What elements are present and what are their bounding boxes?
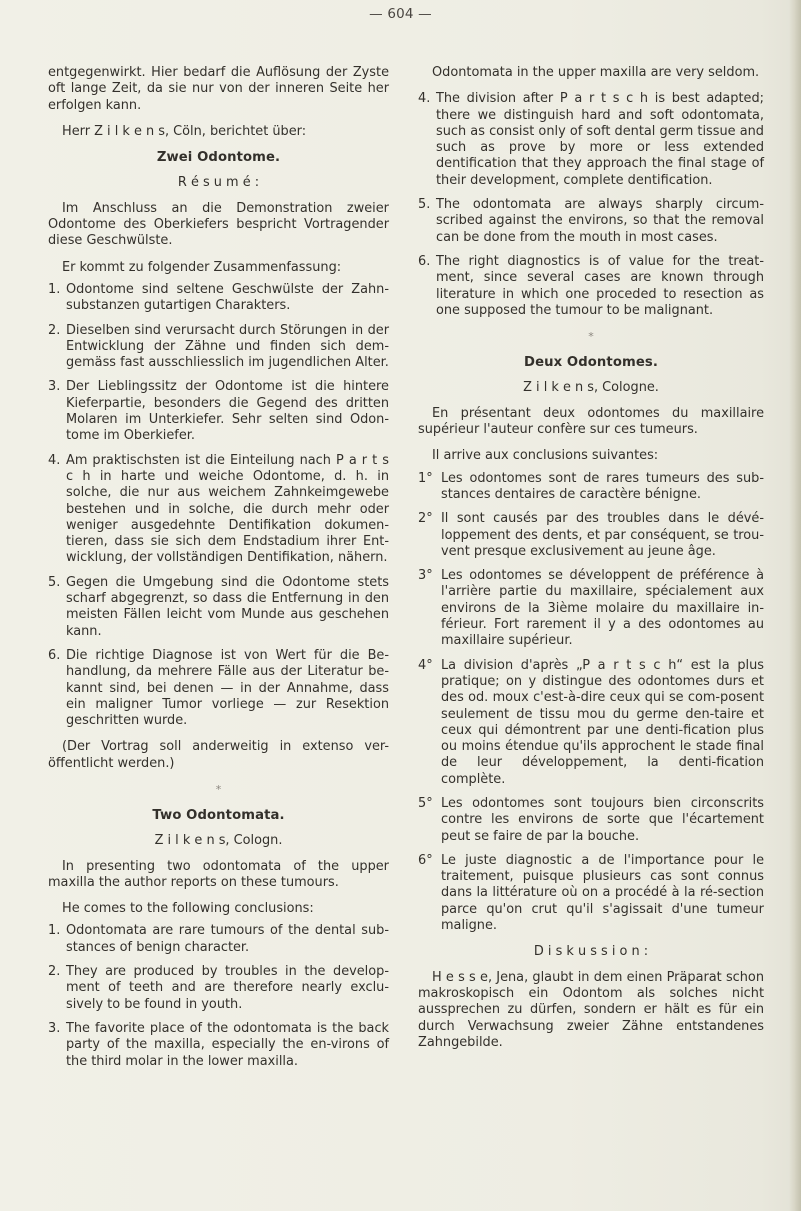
list-number: 2. <box>48 322 61 338</box>
list-number: 2. <box>48 964 61 980</box>
list-number: 1. <box>48 281 61 297</box>
list-item <box>48 648 389 729</box>
french-title: Deux Odontomes. <box>524 355 658 371</box>
list-text: Gegen die Umgebung sind die Odontome stets scharf abgegrenzt, so dass die Entfernung in den meisten Fällen leicht vom Munde aus geschehen kann. <box>66 574 389 639</box>
list-item <box>418 91 764 189</box>
list-text: The favorite place of the odontomata is the back party of the maxilla, especially the en-virons of the third molar in the lower maxilla. <box>66 1020 389 1069</box>
list-text: The right diagnostics is of value for the treat-ment, since several cases are known through literature in which one proceded to resection as one supposed the tumour to be malignant. <box>436 253 764 318</box>
speaker-line: Herr Z i l k e n s, Cöln, berichtet über: <box>62 123 307 139</box>
list-item <box>418 853 764 934</box>
list-item <box>48 453 389 567</box>
list-text: Il sont causés par des troubles dans le dévé-loppement des dents, et par conséquent, se trou-vent presque exclusivement au jeune âge. <box>441 511 764 559</box>
english-lead: He comes to the following conclusions: <box>62 901 314 917</box>
german-lead: Er kommt zu folgender Zusammenfassung: <box>62 259 342 275</box>
list-number: 6. <box>418 253 431 269</box>
german-note: (Der Vortrag soll anderweitig in extenso ver-öffentlicht werden.) <box>48 739 389 771</box>
list-item <box>418 658 764 788</box>
list-number: 6. <box>48 647 61 663</box>
list-text: Am praktischsten ist die Einteilung nach P a r t s c h in harte und weiche Odontome, d. h. in solche, die nur aus weichem Zahnkeimgewebe bestehen und in solche, die durch mehr oder weniger ausgedehnte Dentifikation dokumen-tieren, dass sie sich dem Endstadium ihrer Ent-wicklung, der vollständigen Dentifikation, nähern. <box>66 452 389 566</box>
french-author: Z i l k e n s, Cologne. <box>523 380 659 396</box>
list-text: Dieselben sind verursacht durch Störungen in der Entwicklung der Zähne und finden sich dem-gemäss fast ausschliesslich im jugendlichen Alter. <box>66 322 389 371</box>
resume-label: R é s u m é : <box>177 175 260 191</box>
list-item <box>418 796 764 845</box>
list-number: 4° <box>418 657 433 673</box>
english-intro: In presenting two odontomata of the upper maxilla the author reports on these tumours. <box>48 858 389 890</box>
list-number: 3° <box>418 568 433 584</box>
list-text: Die richtige Diagnose ist von Wert für die Be-handlung, da mehrere Fälle aus der Literatur be-kannt sind, bei denen — in der Annahme, dass ein maligner Tumor vorliege — zur Resektion geschritten wurde. <box>66 647 389 729</box>
list-text: Odontome sind seltene Geschwülste der Zahn-substanzen gutartigen Charakters. <box>66 281 389 314</box>
list-item <box>418 511 764 560</box>
list-item <box>48 323 389 372</box>
english-title: Two Odontomata. <box>152 807 285 823</box>
list-text: They are produced by troubles in the develop-ment of teeth and are therefore nearly exclu-sively to be found in youth. <box>66 964 389 1012</box>
list-text: Les odontomes sont toujours bien circonscrits contre les environs de sorte que l'écartement peut se faire de par la bouche. <box>441 795 764 844</box>
list-number: 2° <box>418 511 433 527</box>
french-conclusions <box>418 471 764 935</box>
english-continuation: Odontomata in the upper maxilla are very seldom. <box>432 65 760 80</box>
list-text: Le juste diagnostic a de l'importance pour le traitement, puisque plusieurs cas sont connus dans la littérature où on a procédé à la ré-section parce qu'on crut qu'il s'agissait d'une tumeur maligne. <box>441 852 764 934</box>
list-number: 5. <box>418 197 431 213</box>
list-item <box>418 568 764 649</box>
list-item <box>48 282 389 315</box>
list-number: 3. <box>48 379 61 395</box>
list-number: 4. <box>48 452 61 468</box>
list-item <box>48 575 389 640</box>
english-conclusions <box>48 923 389 1069</box>
list-item <box>48 379 389 444</box>
list-text: Les odontomes sont de rares tumeurs des sub-stances dentaires de caractère bénigne. <box>441 470 764 502</box>
section-separator: * <box>215 782 222 796</box>
list-text: Der Lieblingssitz der Odontome ist die hintere Kieferpartie, besonders die Gegend des dritten Molaren im Unterkiefer. Sehr selten sind Odon-tome im Oberkiefer. <box>66 379 389 444</box>
french-lead: Il arrive aux conclusions suivantes: <box>432 448 659 464</box>
list-item <box>48 923 389 956</box>
french-intro: En présentant deux odontomes du maxillaire supérieur l'auteur confère sur ces tumeurs. <box>418 405 764 438</box>
left-column <box>48 65 389 1080</box>
list-number: 1° <box>418 470 433 486</box>
list-item <box>48 1021 389 1070</box>
discussion-label: D i s k u s s i o n : <box>533 944 649 960</box>
list-item <box>418 471 764 504</box>
list-text: The odontomata are always sharply circum-scribed against the environs, so that the removal can be done from the mouth in most cases. <box>436 197 764 245</box>
list-number: 1. <box>48 923 61 939</box>
list-number: 4. <box>418 91 431 107</box>
page-edge-shadow <box>789 0 801 1211</box>
list-number: 5. <box>48 574 61 590</box>
list-text: Les odontomes se développent de préférence à l'arrière partie du maxillaire, spécialement aux environs de la 3ième molaire du maxillaire in-férieur. Fort rarement il y a des odontomes au maxillaire supérieur. <box>441 568 764 649</box>
discussion-text: H e s s e, Jena, glaubt in dem einen Präparat schon makroskopisch ein Odontom als solches nicht aussprechen zu dürfen, sondern er hält es für ein durch Verwachsung zweier Zähne entstandenes Zahngebilde. <box>418 969 764 1050</box>
list-number: 3. <box>48 1020 61 1036</box>
list-text: La division d'après „P a r t s c h“ est la plus pratique; on y distingue des odontomes durs et des od. moux c'est-à-dire ceux qui se com-posent seulement de tissu mou du germe den-taire et ceux qui démontrent par une denti-fication plus ou moins étendue qu'ils approchent le stade final de leur développement, la denti-fication complète. <box>441 657 764 787</box>
german-title: Zwei Odontome. <box>156 150 281 166</box>
section-separator: * <box>588 330 594 344</box>
list-number: 5° <box>418 795 433 811</box>
english-author: Z i l k e n s, Cologn. <box>154 833 283 849</box>
german-conclusions <box>48 282 389 729</box>
right-column <box>418 65 764 1061</box>
list-item <box>418 254 764 319</box>
list-text: Odontomata are rare tumours of the dental sub-stances of benign character. <box>66 923 389 955</box>
list-item <box>418 197 764 246</box>
page-number: — 604 — <box>369 6 432 22</box>
list-item <box>48 964 389 1013</box>
list-text: The division after P a r t s c h is best adapted; there we distinguish hard and soft odontomata, such as consist only of soft dental germ tissue and such as prove by more or less extended dentification that they approach the final stage of their development, complete dentification. <box>436 91 764 188</box>
german-intro: Im Anschluss an die Demonstration zweier Odontome des Oberkiefers bespricht Vortragender diese Geschwülste. <box>48 200 389 249</box>
list-number: 6° <box>418 852 433 868</box>
intro-paragraph: entgegenwirkt. Hier bedarf die Auflösung der Zyste oft lange Zeit, da sie nur von der inneren Seite her erfolgen kann. <box>48 65 389 113</box>
english-conclusions-continued <box>418 91 764 319</box>
